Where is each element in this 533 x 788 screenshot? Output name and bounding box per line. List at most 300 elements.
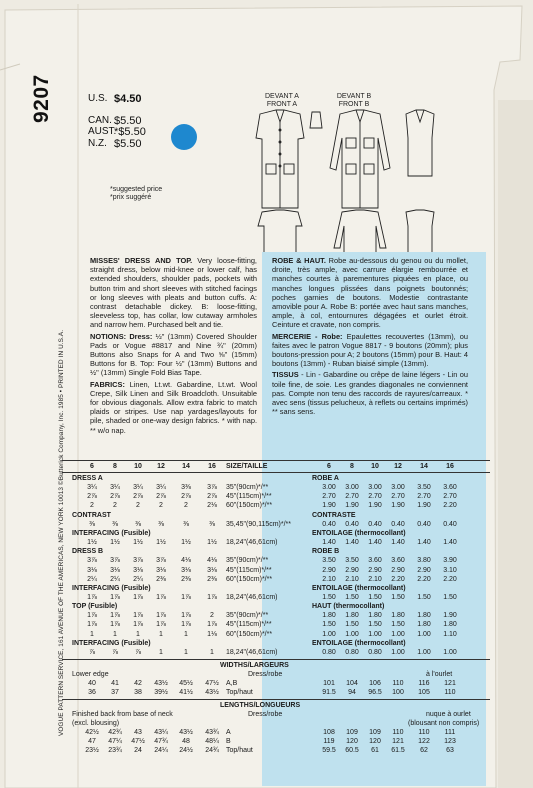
measure-label: A,B: [226, 680, 238, 687]
yardage-cell-metric: 1.40: [322, 539, 336, 547]
size-header-cell: 6: [90, 463, 94, 470]
measure-cell-en: 39½: [154, 689, 168, 696]
measure-cell-en: 43¾: [205, 729, 219, 736]
yardage-cell-metric: 2.70: [443, 493, 457, 501]
yardage-cell-en: ⅜: [112, 520, 118, 528]
subhead-en: Finished back from base of neck: [72, 711, 173, 718]
yardage-cell-metric: 1.80: [368, 612, 382, 620]
yardage-cell-metric: 3.00: [322, 484, 336, 492]
yardage-cell-en: ⅞: [135, 648, 141, 656]
yardage-cell-metric: 1.00: [417, 630, 431, 638]
measure-cell-metric: 109: [369, 729, 381, 736]
yardage-cell-en: 3¼: [87, 484, 97, 492]
yardage-cell-en: 1: [136, 630, 140, 638]
yardage-cell-en: ⅞: [89, 648, 95, 656]
yardage-cell-metric: 1.00: [443, 648, 457, 656]
measure-cell-en: 45½: [179, 680, 193, 687]
section-label-en: INTERFACING (Fusible): [72, 584, 151, 592]
yardage-cell-metric: 1.10: [443, 630, 457, 638]
price-row: [88, 126, 146, 138]
yardage-cell-en: 1: [210, 648, 214, 656]
yardage-cell-metric: 2.90: [417, 566, 431, 574]
price-note-en: *suggested price: [110, 186, 163, 193]
yardage-cell-en: 2: [136, 502, 140, 510]
yardage-cell-en: 1⅛: [207, 630, 217, 638]
yardage-cell-en: 3⅞: [207, 484, 217, 492]
yardage-cell-en: 2¼: [110, 575, 120, 583]
measure-cell-metric: 91.5: [322, 689, 336, 696]
yardage-cell-en: 1⅞: [110, 593, 120, 601]
table-row: [0, 492, 533, 501]
section-label-fr: ENTOILAGE (thermocollant): [312, 584, 406, 592]
measure-cell-en: 24¾: [205, 747, 219, 754]
yardage-cell-metric: 3.60: [391, 557, 405, 565]
yardage-cell-metric: 0.40: [322, 520, 336, 528]
yardage-cell-en: 1½: [156, 539, 166, 547]
table-row: [0, 639, 533, 648]
subhead-en: Lower edge: [72, 671, 109, 678]
yardage-cell-metric: 1.40: [345, 539, 359, 547]
measure-cell-en: 24¼: [154, 747, 168, 754]
section-label-fr: ROBE A: [312, 475, 339, 482]
measure-cell-en: 23½: [85, 747, 99, 754]
table-rule: [62, 699, 490, 700]
yardage-cell-en: 3⅜: [181, 484, 191, 492]
table-rule: [62, 460, 490, 461]
section-label-fr: ROBE B: [312, 548, 340, 556]
measure-cell-metric: 101: [323, 680, 335, 687]
label-front-b: [324, 93, 384, 109]
yardage-cell-metric: 3.60: [443, 484, 457, 492]
blue-dot-marker: [171, 124, 197, 150]
yardage-cell-metric: 1.90: [443, 612, 457, 620]
measure-cell-en: 41½: [179, 689, 193, 696]
yardage-cell-metric: 2.20: [417, 575, 431, 583]
yardage-cell-en: 2: [210, 612, 214, 620]
yardage-cell-metric: 2.20: [443, 575, 457, 583]
size-header-cell: 8: [350, 463, 354, 470]
yardage-cell-en: 1⅞: [87, 612, 97, 620]
french-description: [272, 256, 468, 416]
measure-cell-en: 43: [134, 729, 142, 736]
fabric-width: 45"(115cm)*/**: [226, 566, 272, 574]
yardage-cell-metric: 1.50: [368, 593, 382, 601]
yardage-cell-metric: 3.50: [417, 484, 431, 492]
yardage-cell-en: 2¼: [133, 575, 143, 583]
yardage-cell-en: 2⅞: [207, 493, 217, 501]
section-label-en: CONTRAST: [72, 511, 111, 519]
fabric-width: 45"(115cm)*/**: [226, 621, 272, 629]
fabric-width: 35"(90cm)*/**: [226, 612, 269, 620]
yardage-cell-en: ⅜: [135, 520, 141, 528]
subhead-fr: à l'ourlet: [426, 671, 453, 678]
yardage-cell-en: 2⅜: [181, 575, 191, 583]
size-header-cell: 8: [113, 463, 117, 470]
section-label-en: INTERFACING (Fusible): [72, 529, 151, 537]
measure-cell-metric: 59.5: [322, 747, 336, 754]
yardage-cell-metric: 1.00: [417, 648, 431, 656]
yardage-cell-en: 1: [113, 630, 117, 638]
yardage-cell-en: 2⅞: [181, 493, 191, 501]
notions-en: [90, 332, 257, 378]
yardage-cell-en: 2: [90, 502, 94, 510]
yardage-cell-en: 1: [159, 630, 163, 638]
measure-cell-metric: 119: [323, 738, 335, 745]
yardage-cell-metric: 1.50: [345, 593, 359, 601]
price-note-fr: *prix suggéré: [110, 194, 152, 201]
yardage-cell-metric: 1.00: [345, 630, 359, 638]
yardage-cell-en: 1⅞: [207, 593, 217, 601]
yardage-cell-metric: 3.00: [368, 484, 382, 492]
price-row: [88, 93, 142, 105]
size-header-cell: 10: [371, 463, 379, 470]
yardage-cell-metric: 1.00: [391, 648, 405, 656]
yardage-cell-metric: 1.00: [368, 630, 382, 638]
section-label-fr: HAUT (thermocollant): [312, 603, 385, 611]
yardage-cell-metric: 1.40: [443, 539, 457, 547]
yardage-cell-en: 1⅞: [156, 612, 166, 620]
notions-en-body: ½" (13mm) Covered Shoulder Pads or Vogue #8817 and Nine ¾" (20mm) Buttons also Snaps for A and Two ⅝" (15mm) Buttons for B. Top: Four ½" (13mm) Buttons and ½" (13mm) Single Fold Bias Tape.: [90, 331, 257, 378]
yardage-cell-metric: 1.50: [417, 593, 431, 601]
measure-cell-metric: 120: [369, 738, 381, 745]
yardage-cell-en: 3⅛: [156, 566, 166, 574]
yardage-cell-en: 1⅞: [181, 612, 191, 620]
yardage-cell-metric: 2.70: [345, 493, 359, 501]
yardage-cell-metric: 1.90: [417, 502, 431, 510]
yardage-cell-metric: 0.40: [368, 520, 382, 528]
measure-cell-metric: 108: [323, 729, 335, 736]
price-country: AUST.: [88, 126, 117, 137]
yardage-cell-en: 3⅛: [87, 566, 97, 574]
measure-cell-en: 48: [182, 738, 190, 745]
fabrics-en-body: Linen, Lt.wt. Gabardine, Lt.wt. Wool Crepe, Silk Linen and Silk Broadcloth. Unsuitable for obvious diagonals. Allow extra fabric to match plaids or stripes. Use nap yardages/layouts for pile, shaded or one-way design fabrics. * with nap. ** w/o nap.: [90, 379, 257, 435]
yardage-cell-metric: 2.90: [345, 566, 359, 574]
measure-cell-en: 42¾: [108, 729, 122, 736]
yardage-cell-metric: 1.80: [417, 621, 431, 629]
price-row: [88, 115, 142, 127]
fabrics-en: [90, 380, 257, 435]
measure-cell-en: 37: [111, 689, 119, 696]
yardage-cell-metric: 3.60: [368, 557, 382, 565]
measure-cell-en: 43¼: [154, 729, 168, 736]
yardage-cell-metric: 1.40: [417, 539, 431, 547]
yardage-cell-metric: 3.80: [417, 557, 431, 565]
yardage-cell-metric: 2.70: [391, 493, 405, 501]
table-row: [0, 679, 533, 688]
publisher-line: VOGUE PATTERN SERVICE, 161 AVENUE OF THE AMERICAS, NEW YORK 10013 ©Butterick Company, Inc. 1985 • PRINTED IN U.S.A.: [58, 329, 65, 736]
yardage-cell-metric: 0.80: [368, 648, 382, 656]
price-value: $5.50: [114, 115, 142, 127]
yardage-cell-en: 3⅛: [133, 566, 143, 574]
yardage-cell-en: ⅜: [89, 520, 95, 528]
measure-label: A: [226, 729, 231, 736]
yardage-cell-metric: 1.80: [391, 612, 405, 620]
section-label-en: DRESS B: [72, 548, 104, 556]
yardage-cell-en: 2: [113, 502, 117, 510]
table-row: [0, 630, 533, 639]
yardage-cell-en: ⅞: [112, 648, 118, 656]
yardage-cell-en: 2⅞: [110, 493, 120, 501]
price-row: [88, 138, 142, 150]
price-value: *$5.50: [114, 126, 146, 138]
front-b-fr: DEVANT B: [336, 93, 372, 100]
table-row: [0, 547, 533, 556]
yardage-cell-metric: 1.90: [322, 502, 336, 510]
yardage-cell-en: 3⅞: [110, 557, 120, 565]
table-row: [0, 556, 533, 565]
fabric-width: 60"(150cm)*/**: [226, 630, 273, 638]
description-fr-title: ROBE & HAUT.: [272, 256, 326, 265]
size-header-cell: 14: [182, 463, 190, 470]
yardage-cell-metric: 1.50: [368, 621, 382, 629]
yardage-cell-metric: 1.50: [391, 593, 405, 601]
measure-cell-metric: 96.5: [368, 689, 382, 696]
subhead2-fr: (blousant non compris): [408, 720, 480, 727]
subhead-mid: Dress/robe: [248, 711, 283, 718]
yardage-cell-metric: 3.00: [345, 484, 359, 492]
yardage-cell-metric: 0.40: [443, 520, 457, 528]
price-country: CAN.: [88, 115, 112, 126]
measure-cell-en: 47¼: [108, 738, 122, 745]
yardage-cell-en: 3⅞: [133, 557, 143, 565]
notions-fr: [272, 332, 468, 369]
measure-cell-metric: 100: [392, 689, 404, 696]
yardage-cell-en: 1⅞: [133, 612, 143, 620]
yardage-cell-metric: 1.00: [391, 630, 405, 638]
fabric-width: 60"(150cm)*/**: [226, 502, 273, 510]
measure-cell-metric: 105: [418, 689, 430, 696]
measure-cell-en: 42½: [85, 729, 99, 736]
table-row: [0, 462, 533, 471]
subhead2-en: (excl. blousing): [72, 720, 120, 727]
yardage-cell-metric: 2.10: [322, 575, 336, 583]
measure-cell-metric: 120: [346, 738, 358, 745]
yardage-cell-metric: 3.00: [391, 484, 405, 492]
yardage-cell-metric: 2.90: [391, 566, 405, 574]
table-row: [0, 529, 533, 538]
yardage-cell-en: 1⅞: [133, 621, 143, 629]
measure-cell-metric: 109: [346, 729, 358, 736]
table-row: [0, 719, 533, 728]
yardage-cell-en: 1: [184, 648, 188, 656]
measure-cell-en: 47: [88, 738, 96, 745]
table-rule: [62, 472, 490, 473]
yardage-cell-en: 1½: [207, 539, 217, 547]
yardage-cell-metric: 0.40: [391, 520, 405, 528]
section-label-en: DRESS A: [72, 475, 103, 482]
measure-cell-en: 42: [134, 680, 142, 687]
measure-cell-en: 43½: [154, 680, 168, 687]
yardage-cell-metric: 1.50: [443, 593, 457, 601]
yardage-cell-en: 3⅛: [207, 566, 217, 574]
yardage-cell-en: 3¼: [133, 484, 143, 492]
yardage-cell-metric: 1.90: [391, 502, 405, 510]
measure-cell-metric: 110: [392, 680, 404, 687]
measure-cell-metric: 106: [369, 680, 381, 687]
yardage-cell-en: 1⅞: [87, 621, 97, 629]
table-row: [0, 620, 533, 629]
table-row: [0, 584, 533, 593]
yardage-cell-en: 3⅛: [110, 566, 120, 574]
fabrics-fr: [272, 370, 468, 416]
yardage-cell-en: 2¼: [87, 575, 97, 583]
table-row: [0, 566, 533, 575]
garment-line-drawings: [240, 108, 440, 258]
notions-fr-body: Epaulettes recouvertes (13mm), ou faites avec le patron Vogue 8817 - 9 boutons (20mm); plus boutons-pression pour A; 2 boutons (15mm) pour B. Haut: 4 boutons (13mm) - Ruban biaisé simple (13mm).: [272, 331, 468, 369]
measure-cell-metric: 122: [418, 738, 430, 745]
yardage-cell-metric: 1.90: [345, 502, 359, 510]
measure-cell-en: 23¾: [108, 747, 122, 754]
size-header-cell: 16: [446, 463, 454, 470]
measure-label: Top/haut: [226, 689, 253, 696]
measure-cell-metric: 110: [392, 729, 404, 736]
yardage-cell-metric: 1.50: [322, 593, 336, 601]
section-label-en: INTERFACING (Fusible): [72, 639, 151, 647]
size-header-cell: 12: [394, 463, 402, 470]
measure-cell-metric: 116: [418, 680, 430, 687]
measure-cell-metric: 61: [371, 747, 379, 754]
table-row: [0, 575, 533, 584]
measure-cell-metric: 121: [392, 738, 404, 745]
yardage-cell-en: 4⅛: [207, 557, 217, 565]
yardage-cell-en: 2⅞: [156, 493, 166, 501]
table-row: [0, 661, 533, 670]
size-header-cell: 12: [157, 463, 165, 470]
yardage-cell-en: 1⅞: [156, 621, 166, 629]
yardage-cell-metric: 1.40: [391, 539, 405, 547]
fabrics-en-title: FABRICS:: [90, 379, 125, 389]
yardage-cell-metric: 2.70: [322, 493, 336, 501]
yardage-cell-metric: 1.00: [322, 630, 336, 638]
measure-cell-metric: 110: [444, 689, 456, 696]
measure-cell-en: 40: [88, 680, 96, 687]
english-description: [90, 256, 257, 435]
yardage-cell-en: 2: [184, 502, 188, 510]
measure-cell-en: 47½: [131, 738, 145, 745]
table-row: [0, 520, 533, 529]
measure-cell-en: 24: [134, 747, 142, 754]
size-header-cell: 10: [134, 463, 142, 470]
block-title: LENGTHS/LONGUEURS: [220, 702, 301, 709]
yardage-cell-en: 1½: [181, 539, 191, 547]
fabric-width: 35"(90cm)*/**: [226, 484, 269, 492]
yardage-cell-en: 1½: [110, 539, 120, 547]
table-row: [0, 737, 533, 746]
measure-cell-metric: 110: [418, 729, 430, 736]
price-value: $5.50: [114, 138, 142, 150]
description-fr-body: Robe au-dessous du genou ou du mollet, droite, très ample, avec carrure élargie rembourrée et manches courtes à parementures piquées en place, ou manches longues plissées dans poignets boutonnés; poches garnies de boutons. Modestie contrastante amovible pour A. Robe B: portée avec haut sans manches, ample, à col, entournures dégagées et ourlet étroit. Ceinture et cravate, non compris.: [272, 256, 468, 330]
table-row: [0, 483, 533, 492]
yardage-cell-en: 1⅞: [181, 621, 191, 629]
table-row: [0, 602, 533, 611]
yardage-cell-en: 3⅞: [156, 557, 166, 565]
yardage-cell-metric: 1.50: [322, 621, 336, 629]
section-label-fr: CONTRASTE: [312, 511, 356, 519]
measure-cell-en: 41: [111, 680, 119, 687]
table-row: [0, 728, 533, 737]
fabric-width: 35,45"(90,115cm)*/**: [226, 520, 292, 528]
block-title: WIDTHS/LARGEURS: [220, 662, 289, 669]
fabric-width: 18,24"(46,61cm): [226, 593, 278, 601]
yardage-cell-metric: 1.80: [417, 612, 431, 620]
yardage-cell-en: 2⅜: [207, 575, 217, 583]
subhead-fr: nuque à ourlet: [426, 711, 471, 718]
yardage-cell-en: 3⅞: [87, 557, 97, 565]
yardage-cell-metric: 1.40: [368, 539, 382, 547]
price-note: [110, 186, 162, 202]
yardage-cell-metric: 3.10: [443, 566, 457, 574]
yardage-cell-metric: 1.90: [368, 502, 382, 510]
price-value: $4.50: [114, 93, 142, 105]
measure-cell-en: 47½: [205, 680, 219, 687]
yardage-cell-en: ⅜: [209, 520, 215, 528]
table-row: [0, 501, 533, 510]
measure-cell-metric: 123: [444, 738, 456, 745]
notions-en-title: NOTIONS: Dress:: [90, 331, 153, 341]
yardage-cell-en: 4⅛: [181, 557, 191, 565]
measure-cell-metric: 121: [444, 680, 456, 687]
yardage-cell-en: 1½: [87, 539, 97, 547]
table-row: [0, 474, 533, 483]
yardage-cell-metric: 2.10: [368, 575, 382, 583]
yardage-cell-metric: 2.90: [368, 566, 382, 574]
yardage-cell-metric: 2.70: [368, 493, 382, 501]
table-row: [0, 593, 533, 602]
pattern-number: 9207: [30, 74, 53, 123]
table-row: [0, 746, 533, 755]
table-row: [0, 701, 533, 710]
yardage-cell-metric: 2.10: [345, 575, 359, 583]
fabric-width: 18,24"(46,61cm): [226, 539, 278, 547]
measure-cell-metric: 94: [348, 689, 356, 696]
yardage-cell-metric: 1.50: [391, 621, 405, 629]
front-b-en: FRONT B: [338, 101, 370, 108]
yardage-cell-en: 1: [159, 648, 163, 656]
section-label-en: TOP (Fusible): [72, 603, 118, 611]
fabric-width: 60"(150cm)*/**: [226, 575, 273, 583]
yardage-cell-metric: 1.80: [345, 612, 359, 620]
section-label-fr: ENTOILAGE (thermocollant): [312, 529, 406, 537]
yardage-cell-metric: 0.40: [345, 520, 359, 528]
yardage-cell-en: 2⅜: [156, 575, 166, 583]
yardage-cell-en: 1⅞: [110, 621, 120, 629]
yardage-cell-en: 2⅛: [207, 502, 217, 510]
yardage-cell-en: 3⅛: [181, 566, 191, 574]
yardage-cell-metric: 2.90: [322, 566, 336, 574]
description-en: [90, 256, 257, 330]
table-row: [0, 688, 533, 697]
yardage-cell-metric: 1.80: [322, 612, 336, 620]
notions-fr-title: MERCERIE - Robe:: [272, 331, 343, 341]
measure-cell-en: 48¼: [205, 738, 219, 745]
table-row: [0, 538, 533, 547]
yardage-cell-en: 1½: [133, 539, 143, 547]
measure-cell-en: 36: [88, 689, 96, 696]
price-country: N.Z.: [88, 138, 107, 149]
yardage-cell-en: 1⅞: [110, 612, 120, 620]
front-a-fr: DEVANT A: [265, 93, 299, 100]
yardage-cell-en: 3¼: [110, 484, 120, 492]
front-a-en: FRONT A: [266, 101, 298, 108]
table-row: [0, 670, 533, 679]
table-row: [0, 611, 533, 620]
description-en-body: Very loose-fitting, straight dress, below mid-knee or lower calf, has extended shoulders, shoulder pads, pockets with button trim and short sleeves with stitched facings or long sleeves with pleats and button cuffs. A: contrast detachable dickey. B: loose-fitting, sleeveless top, has collar, low cutaway armholes and narrow hem. Purchased belt and tie.: [90, 256, 257, 330]
price-country: U.S.: [88, 93, 108, 104]
measure-cell-metric: 104: [346, 680, 358, 687]
yardage-cell-metric: 0.40: [417, 520, 431, 528]
measure-cell-en: 24½: [179, 747, 193, 754]
section-label-fr: ENTOILAGE (thermocollant): [312, 639, 406, 647]
